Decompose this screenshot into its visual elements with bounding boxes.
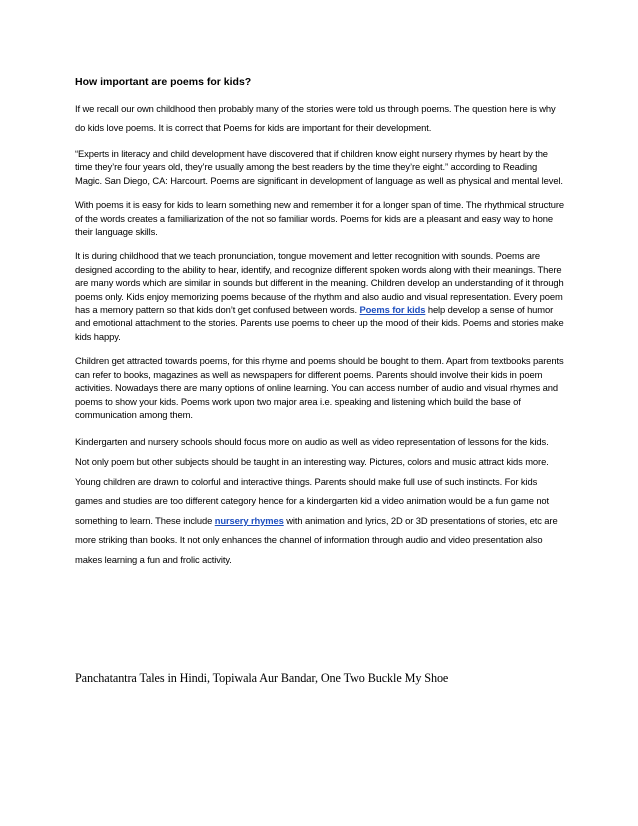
- poems-for-kids-link[interactable]: Poems for kids: [359, 304, 426, 316]
- paragraph-intro: If we recall our own childhood then probably many of the stories were told us through poems. The question here is why do kids love poems. It is correct that Poems for kids are important for their development.: [75, 103, 556, 133]
- document-title: How important are poems for kids?: [75, 76, 252, 88]
- document-body: [75, 75, 565, 580]
- paragraph-pronunciation-text-end: help develop a sense of humor and emotional attachment to the stories. Parents use poems to cheer up the mood of their kids. Poems and stories make kids happy.: [75, 304, 564, 342]
- paragraph-pronunciation: [75, 249, 565, 343]
- paragraph-kindergarten-text-end: with animation and lyrics, 2D or 3D presentations of stories, etc are more striking than books. It not only enhances the channel of information through audio and video presentation also makes learning a fun and frolic activity.: [75, 514, 558, 565]
- nursery-rhymes-link[interactable]: nursery rhymes: [214, 514, 284, 526]
- paragraph-pronunciation-text-start: It is during childhood that we teach pronunciation, tongue movement and letter recognition with sounds. Poems are designed according to the ability to hear, identify, and recognize different spoken words along with their meanings. There are many words which are similar in sounds but different in the meaning. Children develop an understanding of it through poems only. Kids enjoy memorizing poems because of the rhythm and also audio and visual representation. Every poem has a memory pattern so that kids don’t get confused between words.: [75, 250, 564, 316]
- paragraph-kindergarten-text-start: Kindergarten and nursery schools should focus more on audio as well as video representation of lessons for the kids. Not only poem but other subjects should be taught in an interesting way. Pictures, colors and music attract kids more. Young children are drawn to colorful and interactive things. Parents should make full use of such instincts. For kids games and studies are too different category hence for a kindergarten kid a video animation would be a fun game not something to learn. These include: [75, 436, 550, 526]
- paragraph-kindergarten: [75, 432, 565, 569]
- paragraph-experts-quote: “Experts in literacy and child development have discovered that if children know eight nursery rhymes by heart by the time they’re four years old, they’re usually among the best readers by the time they’re eight.” according to Reading Magic. San Diego, CA: Harcourt. Poems are significant in development of language as well as physical and mental level.: [75, 148, 563, 186]
- footer-related-titles: Panchatantra Tales in Hindi, Topiwala Aur Bandar, One Two Buckle My Shoe: [75, 671, 449, 685]
- paragraph-easy-learning: With poems it is easy for kids to learn something new and remember it for a longer span of time. The rhythmical structure of the words creates a familiarization of the not so familiar words. Poems for kids are a pleasant and easy way to hone their language skills.: [75, 199, 564, 238]
- paragraph-attraction: Children get attracted towards poems, for this rhyme and poems should be bought to them. Apart from textbooks parents can refer to books, magazines as well as newspapers for different poems. Parents should involve their kids in poem activities. Nowadays there are many options of online learning. You can access number of audio and visual rhymes and poems to show your kids. Poems work upon two major area i.e. speaking and listening which build the base of communication among them.: [75, 355, 564, 420]
